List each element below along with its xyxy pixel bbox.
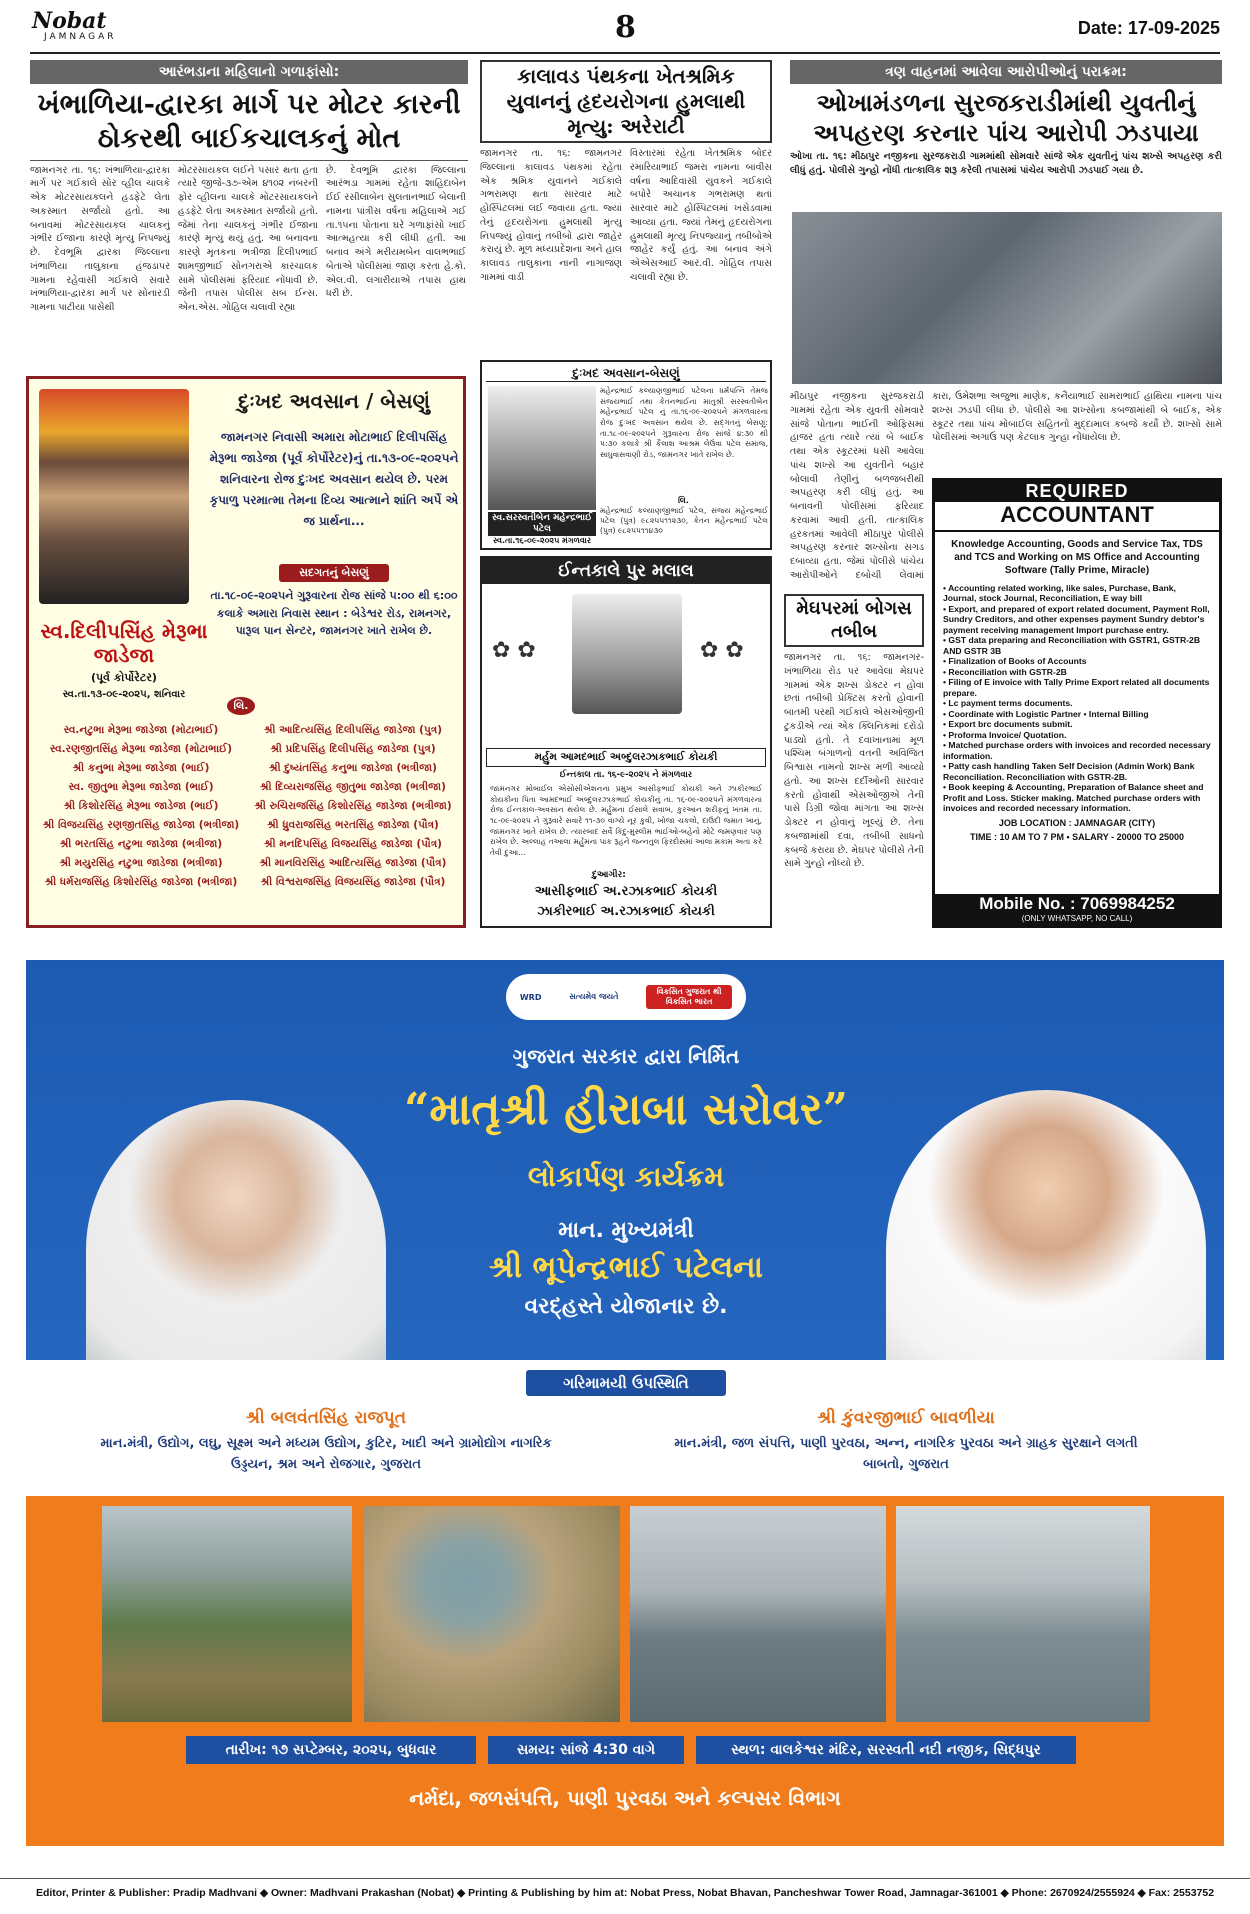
job-time-salary: TIME : 10 AM TO 7 PM • SALARY - 20000 TO 25000: [969, 831, 1185, 842]
signatory: આસીફભાઈ અ.રઝાકભાઈ કોયકી: [534, 884, 718, 899]
besnu-text: તા.૧૮-૦૯-૨૦૨૫ને ગુરૂવારના રોજ સાંજે ૫:૦૦ થી ૬:૦૦ કલાકે અમારા નિવાસ સ્થાન : બેડેશ્વર રોડ, રામનગર, પારૂલ પાન સેન્ટર, જામનગર ખાતે રાખેલ છે.: [210, 589, 458, 638]
deceased-date: સ્વ.તા.૧૬-૦૯-૨૦૨૫ મંગળવાર: [493, 536, 591, 545]
list-item: • Export brc documents submit.: [943, 719, 1211, 729]
obituary-title: દુઃખદ અવસાન-બેસણું: [486, 366, 766, 382]
list-item: સ્વ.નટુભા મેરૂભા જાડેજા (મોટાભાઈ) શ્રી આદિત્યસિંહ દિલીપસિંહ જાડેજા (પુત્ર): [63, 724, 443, 736]
job-location: JOB LOCATION : JAMNAGAR (CITY): [998, 817, 1156, 828]
story-kicker: આરંભડાના મહિલાનો ગળાફાંસો:: [30, 60, 468, 84]
ad-line2: માન. મુખ્યમંત્રી: [558, 1218, 694, 1243]
event-place: સ્થળ: વાલકેશ્વર મંદિર, સરસ્વતી નદી નજીક, સિદ્ધપુર: [696, 1736, 1076, 1764]
ad-subtitle: લોકાર્પણ કાર્યક્રમ: [527, 1160, 725, 1193]
relatives-list: [35, 721, 459, 892]
story-column: જામનગર તા. ૧૬: જામનગર-ખંભાળિયા રોડ પર આવેલા મેઘપર ગામમાં એક શખ્સ ડોક્ટર ન હોવા છતાં તબીબી પ્રેક્ટિસ કરતો હોવાની બાતમી પરથી ગઈકાલે એસઓજીની ટુકડીએ ત્યાં એક ક્લિનિકમાં દરોડો પાડ્યો હતો. તે દવાખાનામાં મૂળ પશ્ચિમ બંગાળનો વતની અવિજિત બિશ્વાસ નામનો શખ્સ મળી આવ્યો હતો. આ શખ્સ દર્દીઓની સારવાર કરતો હોવાથી એસઓજીએ તેની પાસે ડિગ્રી જોવા માંગતા આ શખ્સ ડોક્ટર ન હોવાનું ખૂલ્યું છે. તેના કબજામાંથી દવા, તબીબી સાધનો કબજે કરાયા છે. મેઘપર પોલીસે તેની સામે ગુન્હો નોંધ્યો છે.: [784, 652, 924, 870]
story-kicker: ત્રણ વાહનમાં આવેલા આરોપીઓનું પરાક્રમ:: [790, 60, 1222, 84]
list-item: • Export, and prepared of export related document, Payment Roll, Sundry Creditors, and other expenses payment Sundry debtor's payment receiving management Import purchase entry.: [943, 604, 1211, 635]
deceased-name: મર્હુમ આમદભાઈ અબ્દુલરઝાકભાઈ કોયકી: [486, 748, 766, 767]
logo-subtitle: JAMNAGAR: [44, 32, 117, 42]
obituary-title: દુઃખદ અવસાન / બેસણું: [238, 389, 430, 413]
list-item: • Accounting related working, like sales, Purchase, Bank, Journal, stock Journal, Reconciliation, E way bill: [943, 583, 1211, 604]
li-label: દુઆગીર:: [592, 870, 626, 880]
list-item: શ્રી કિશોરસિંહ મેરૂભા જાડેજા (ભાઈ) શ્રી રુચિરાજસિંહ કિશોરસિંહ જાડેજા (ભત્રીજા): [63, 800, 452, 812]
list-item: • Filing of E invoice with Tally Prime Export related all documents prepare.: [943, 677, 1211, 698]
newspaper-logo[interactable]: Nobat: [32, 8, 107, 34]
imprint-line: Editor, Printer & Publisher: Pradip Madhvani ◆ Owner: Madhvani Prakashan (Nobat) ◆ Printing & Publishing by him at: Nobat Press, Nobat Bhavan, Pancheshwar Tower Road, Jamnagar-361001 ◆ Phone: 2670924/2555924 ◆ Fax: 2553752: [0, 1878, 1250, 1899]
obituary-signatories: મહેન્દ્રભાઈ કલ્યાણજીભાઈ પટેલ, સંજય મહેન્દ્રભાઈ પટેલ (પુત્ર) ૯૮૨૫૫૧૧૨૩૦, કેતન મહેન્દ્રભાઈ પટેલ (પુત્ર) ૯૮૨૫૫૧૧૪૩૦: [600, 506, 768, 535]
list-item: • Lc payment terms documents.: [943, 698, 1211, 708]
deceased-photo: [572, 594, 682, 714]
story-column: મોટરસાયકલ લઈને પસાર થતા હતા ત્યારે જીજે-૩૭-એમ ૪૧૦૨ નંબરની ફોર વ્હીલના ચાલકે મોટરસાયકલને હડફેટે લેતા અકસ્માત સર્જાયો હતો. જેમાં તેના ચાલકનું ગંભીર ઈજાના કારણે મૃત્યુ થયું હતું. આ બનાવના કારણે મૃતકના ભત્રીજા દિલીપભાઈ શામજીભાઈ સોનગરાએ કારચાલક સામે પોલીસમાં ફરિયાદ નોંધાવી છે. જેની તપાસ પોલીસ સબ ઈન્સ. એન.એસ. ગોહિલ ચલાવી રહ્યા: [178, 164, 318, 314]
obituary-text: જામનગર નિવાસી અમારા મોટાભાઈ દિલીપસિંહ મેરૂભા જાડેજા (પૂર્વ કોર્પોરેટર)નું તા.૧૩-૦૯-૨૦૨૫ને શનિવારના રોજ દુઃખદ અવસાન થયેલ છે. પરમ કૃપાળુ પરમાત્મા તેમના દિવ્ય આત્માને શાંતિ અર્પે એ જ પ્રાર્થના...: [209, 430, 459, 528]
event-date: તારીખ: ૧૭ સપ્ટેમ્બર, ૨૦૨૫, બુધવાર: [186, 1736, 476, 1764]
story-column: કારા, ઉમેશભા અજુભા માણેક, કનૈયાભાઈ સામરાભાઈ હાથિયા નામના પાંચ શખ્સ ઝડપી લીધા છે. પોલીસે આ શખ્સોના કબજામાંથી બે બાઈક, એક સ્કૂટર તથા પાંચ મોબાઈલ સહિતનો મુદ્દામાલ કબજે કર્યો છે. શખ્સો સામે પોલીસમાં અગાઉ પણ કેટલાક ગુન્હા નોંધાયેલા છે.: [932, 391, 1222, 444]
guest-name: શ્રી કુંવરજીભાઈ બાવળીયા: [817, 1408, 995, 1428]
masthead: [30, 8, 1220, 54]
job-duties: [935, 583, 1219, 814]
lake-photo: [102, 1506, 352, 1722]
department-name: નર્મદા, જળસંપત્તિ, પાણી પુરવઠા અને કલ્પસર વિભાગ: [409, 1786, 841, 1810]
obituary-patel: [480, 360, 772, 550]
story-column: છે. દેવભૂમિ દ્વારકા જિલ્લાના આરંભડા ગામમાં રહેતા શાહિદાબેન ઈઈ રસીલાબેન સુલતાનભાઈ બેલાની નામના પાંત્રીસ વર્ષના મહિલાએ ગઈ તા.૧૫ના પોતાના ઘરે ગળાફાંસો ખાઈ આત્મહત્યા કરી લીધી હતી. આ બનાવ અંગે મરીયમબેન વાલભભાઈ બેતાએ પોલીસમાં જાણ કરતા હે.કો. એલ.વી. લગારીયાએ તપાસ હાથ ધરી છે.: [326, 164, 466, 300]
list-item: • Coordinate with Logistic Partner • Internal Billing: [943, 709, 1211, 719]
besnu-label: સદગતનું બેસણું: [279, 564, 389, 582]
ad-title[interactable]: “માતૃશ્રી હીરાબા સરોવર”: [404, 1084, 848, 1135]
story-kalavad: [480, 60, 772, 319]
list-item: • Matched purchase orders with invoices and recorded necessary information.: [943, 740, 1211, 761]
chief-minister-name: શ્રી ભૂપેન્દ્રભાઈ પટેલના: [489, 1250, 763, 1285]
story-headline[interactable]: કાલાવડ પંથકના ખેતશ્રમિક યુવાનનું હૃદયરોગના હુમલાથી મૃત્યુ: અરેરાટી: [480, 60, 772, 143]
list-item: શ્રી ભરતસિંહ નટુભા જાડેજા (ભત્રીજા) શ્રી મનદિપસિંહ વિજયસિંહ જાડેજા (પૌત્ર): [59, 838, 442, 850]
obituary-jadeja: [26, 376, 466, 928]
story-column: વિસ્તારમાં રહેતા ખેતશ્રમિક બોદર રમારિયાભાઈ જમરા નામના બાવીસ વર્ષના આદિવાસી યુવકને ગઈકાલે બપોરે અચાનક ગભરામણ થતાં સારવાર માટે હોસ્પિટલમાં ખસેડવામાં આવ્યા હતા. જ્યાં તેમનું હૃદયરોગના હુમલાથી મૃત્યુ નિપજ્યાનું તબીબોએ જાહેર કર્યું હતું. આ બનાવ અંગે એએસઆઈ આર.વી. ગોહિલ તપાસ ચલાવી રહ્યા છે.: [630, 148, 772, 283]
deceased-date: સ્વ.તા.૧૩-૦૯-૨૦૨૫, શનિવાર: [62, 689, 186, 700]
story-headline[interactable]: મેઘપરમાં બોગસ તબીબ: [784, 594, 924, 647]
list-item: • GST data preparing and Reconciliation with GSTR1, GSTR-2B AND GSTR 3B: [943, 635, 1211, 656]
guest-name: શ્રી બલવંતસિંહ રાજપૂત: [246, 1408, 406, 1428]
job-description: Knowledge Accounting, Goods and Service Tax, TDS and TCS and Working on MS Office and Accounting Software (Tally Prime, Miracle): [951, 539, 1203, 576]
deceased-name: સ્વ.સરસ્વતીબેન મહેન્દ્રભાઈ પટેલ: [488, 512, 596, 536]
obituary-text: જામનગર મોબાઈલ એસોસીએશનના પ્રમુખ આસીફભાઈ કોયકી અને ઝાકીરભાઈ કોયકીના પિતા આમદભાઈ અબ્દુલરઝાકભાઈ કોયકીનું તા. ૧૬-૦૯-૨૦૨૫ને મંગળવારના રોજ ઈન્તકાલ-અવસાન થયેલ છે. મર્હુમના ઈસાલે સવાબ, કુરઆન શરીફનું ખતમ તા. ૧૮-૦૯-૨૦૨૫ ને ગુરૂવારે સવારે ૧૧-૩૦ વાગ્યે નૂર કુવી, ખોજા ચકલો, દાઉદી જમાત ખાનું, જામનગર ખાતે રાખેલ છે. ત્યારબાદ સર્વે કિંદુ-મુસ્લીમ ભાઈઓ-બહેનો મોટે જમણવાર પણ રાખેલ છે. અલ્લાહ તઆલા મર્હુમના પાક રૂહને જન્નતુલ ફિરદોસમાં આલા મકામ અતા કરે તેવી દુઆ...: [490, 784, 762, 857]
flower-icon: ✿ ✿: [492, 638, 536, 663]
signatory: ઝાકીરભાઈ અ.રઝાકભાઈ કોયકી: [537, 904, 715, 919]
guest-role: માન.મંત્રી, ઉદ્યોગ, લઘુ, સૂક્ષ્મ અને મધ્યમ ઉદ્યોગ, કુટિર, ખાદી અને ગ્રામોદ્યોગ નાગરિક ઉડ્ડયન, શ્રમ અને રોજગાર, ગુજરાત: [100, 1436, 552, 1472]
guest-role: માન.મંત્રી, જળ સંપત્તિ, પાણી પુરવઠા, અન્ન, નાગરિક પુરવઠા અને ગ્રાહક સુરક્ષાને લગતી બાબતો, ગુજરાત: [674, 1436, 1138, 1472]
story-khambhaliya: [30, 60, 468, 324]
job-contact: [935, 894, 1219, 925]
story-okhamandal: [790, 60, 1222, 184]
list-item: • Patty cash handling Taken Self Decision (Admin Work) Bank Reconciliation. Reconciliation with GSTR-2B.: [943, 761, 1211, 782]
lake-photo: [896, 1506, 1150, 1722]
story-column: જામનગર તા. ૧૬: જામનગર જિલ્લાના કાલાવડ પંથકમાં રહેતા એક શ્રમિક યુવાનને ગઈકાલે ગભરામણ થતા સારવાર માટે હોસ્પિટલમાં લઈ જવાયા હતા. જ્યાં તેનું હૃદયરોગના હુમલાથી મૃત્યુ નિપજ્યું હોવાનું તબીબો દ્વારા જાહેર કરાયું છે. મૂળ મધ્યપ્રદેશના અને હાલ કાલાવડ તાલુકાના નાની નાગાજણ ગામમાં વાડી: [480, 148, 622, 283]
accused-photo: [792, 212, 1222, 384]
deceased-role: (પૂર્વ કોર્પોરેટર): [91, 671, 157, 684]
issue-date: Date: 17-09-2025: [1077, 18, 1220, 38]
flower-icon: ✿ ✿: [700, 638, 744, 663]
presence-label: ગરિમામયી ઉપસ્થિતિ: [526, 1370, 726, 1396]
deceased-date: ઈન્તકાલ તા. ૧૬-૯-૨૦૨૫ ને મંગળવાર: [559, 770, 693, 780]
story-headline[interactable]: ખંભાળિયા-દ્વારકા માર્ગ પર મોટર કારની ઠોકરથી બાઈકચાલકનું મોત: [37, 89, 461, 154]
list-item: • Reconciliation with GSTR-2B: [943, 667, 1211, 677]
logo-strip: [506, 974, 746, 1020]
story-column: મીઠાપુર નજીકના સુરજકરાડી ગામમાં રહેતા એક યુવતી સોમવારે સાંજે પોતાના ભાઈની ઓફિસમાં હાજર હતા ત્યારે ત્યાં બે બાઈક તથા એક સ્કૂટરમાં ધસી આવેલા પાંચ શખ્સે આ યુવતીને બહાર બોલાવી તેણીનું બળજબરીથી અપહરણ કરી લીધું હતું. આ બનાવની પોલીસમાં ફરિયાદ કરવામાં આવી હતી. તાત્કાલિક હરકતમાં આવેલી મીઠાપુર પોલીસે અપહરણ કરનાર શખ્સોના સગડ દબાવ્યા હતા. જેમાં પોલીસે પાંચેય આરોપીઓને દબોચી લેવામાં: [790, 391, 924, 581]
story-column: જામનગર તા. ૧૬: ખંભાળિયા-દ્વારકા માર્ગ પર ગઈકાલે સોર વ્હીલ ચાલકે એક મોટરસાયકલને હડફેટે લેતા અકસ્માત સર્જાયો હતો. આ બનાવમાં મોટરસાયકલ ચાલકનું ગંભીર ઈજાના કારણે મૃત્યુ નિપજ્યું છે. દેવભૂમિ દ્વારકા જિલ્લાના ખંભાળિયા તાલુકાના હંજડાપર ગામના રહેવાસી ગઈકાલે સવારે ખંભાળિયા-દ્વારકા માર્ગ પર સોનારડી ગામના પાટીયા પાસેથી: [30, 164, 170, 314]
event-time: સમય: સાંજે 4:30 વાગે: [488, 1736, 684, 1764]
list-item: શ્રી મયુરસિંહ નટુભા જાડેજા (ભત્રીજા) શ્રી માનવિરસિંહ આદિત્યસિંહ જાડેજા (પૌત્ર): [59, 857, 447, 869]
deceased-photo: [39, 389, 189, 604]
job-title: REQUIRED: [935, 481, 1219, 502]
deceased-photo: [488, 386, 596, 510]
list-item: • Proforma Invoice/ Quotation.: [943, 730, 1211, 740]
emblem-logo: સત્યમેવ જયતે: [569, 992, 619, 1001]
mobile-note: (ONLY WHATSAPP, NO CALL): [1021, 914, 1133, 923]
viksit-gujarat-logo: વિકસિત ગુજરાત થી વિકસિત ભારત: [646, 985, 732, 1009]
page-number: 8: [615, 10, 636, 45]
obituary-koyaki: [480, 556, 772, 928]
list-item: શ્રી કનુભા મેરૂભા જાડેજા (ભાઈ) શ્રી દુષ્યંતસિંહ કનુભા જાડેજા (ભત્રીજા): [72, 762, 437, 774]
job-advertisement: [932, 478, 1222, 928]
list-item: શ્રી વિજયસિંહ રણજીતસિંહ જાડેજા (ભત્રીજા) શ્રી ધ્રુવરાજસિંહ ભરતસિંહ જાડેજા (પૌત્ર): [42, 819, 439, 831]
wrd-logo: WRD: [519, 992, 542, 1002]
ad-line1: ગુજરાત સરકાર દ્વારા નિર્મિત: [512, 1044, 740, 1068]
deceased-name: સ્વ.દિલીપસિંહ મેરૂભા જાડેજા: [40, 619, 208, 667]
li-label: લિ.: [678, 496, 689, 505]
story-meghpar: [784, 594, 924, 919]
list-item: • Finalization of Books of Accounts: [943, 656, 1211, 666]
government-advertisement: [26, 960, 1224, 1846]
list-item: સ્વ.રણજીતસિંહ મેરૂભા જાડેજા (મોટાભાઈ) શ્રી પ્રદિપસિંહ દિલીપસિંહ જાડેજા (પુત્ર): [49, 743, 436, 755]
obituary-title: ઈન્તકાલે પુર મલાલ: [482, 558, 770, 584]
ad-line3: વરદ્‌હસ્તે યોજાનાર છે.: [524, 1294, 728, 1319]
li-badge: લિ.: [227, 697, 255, 715]
story-headline[interactable]: ઓખામંડળના સુરજકરાડીમાંથી યુવતીનું અપહરણ કરનાર પાંચ આરોપી ઝડપાયા: [813, 88, 1199, 147]
lake-photo: [364, 1506, 620, 1722]
list-item: શ્રી ધર્મરાજસિંહ કિશોરસિંહ જાડેજા (ભત્રીજા) શ્રી વિશ્વરાજસિંહ વિજયસિંહ જાડેજા (પૌત્ર): [44, 876, 446, 888]
list-item: • Book keeping & Accounting, Preparation of Balance sheet and Profit and Loss. Sticker making. Matched purchase orders with invoices and recorded necessary information.: [943, 782, 1211, 813]
list-item: સ્વ. જીતુભા મેરૂભા જાડેજા (ભાઈ) શ્રી દિવ્યરાજસિંહ જીતુભા જાડેજા (ભત્રીજા): [68, 781, 446, 793]
mobile-number[interactable]: Mobile No. : 7069984252: [979, 894, 1175, 913]
lake-photo: [630, 1506, 886, 1722]
story-lead: ઓખા તા. ૧૬: મીઠાપુર નજીકના સુરજકરાડી ગામમાંથી સોમવારે સાંજે એક યુવતીનું પાંચ શખ્સે અપહરણ કરી લીધું હતું. પોલીસે ગુન્હો નોંધી તાત્કાલિક શરૂ કરેલી તપાસમાં પાંચેય આરોપી ઝડપાઈ ગયા છે.: [790, 151, 1222, 176]
job-role: ACCOUNTANT: [935, 502, 1219, 532]
obituary-text: મહેન્દ્રભાઈ કલ્યાણજીભાઈ પટેલના ધર્મપત્નિ તેમજ સંજયભાઈ તથા કેતનભાઈના માતુશ્રી સરસ્વતીબેન મહેન્દ્રભાઈ પટેલ નું તા.૧૬-૦૯-૨૦૨૫ને મંગળવારના રોજ દુઃખદ અવસાન થયેલ છે. સદ્‌ગતનું બેસણું: તા.૧૮-૦૯-૨૦૨૫ને ગુરૂવારના રોજ સાંજે ૪:૩૦ થી ૫:૩૦ કલાકે શ્રી કૈલાશ આશ્રમ લેઉવા પટેલ સમાજ, સાધુવાસવાણી રોડ, જામનગર ખાતે રાખેલ છે.: [600, 386, 768, 459]
